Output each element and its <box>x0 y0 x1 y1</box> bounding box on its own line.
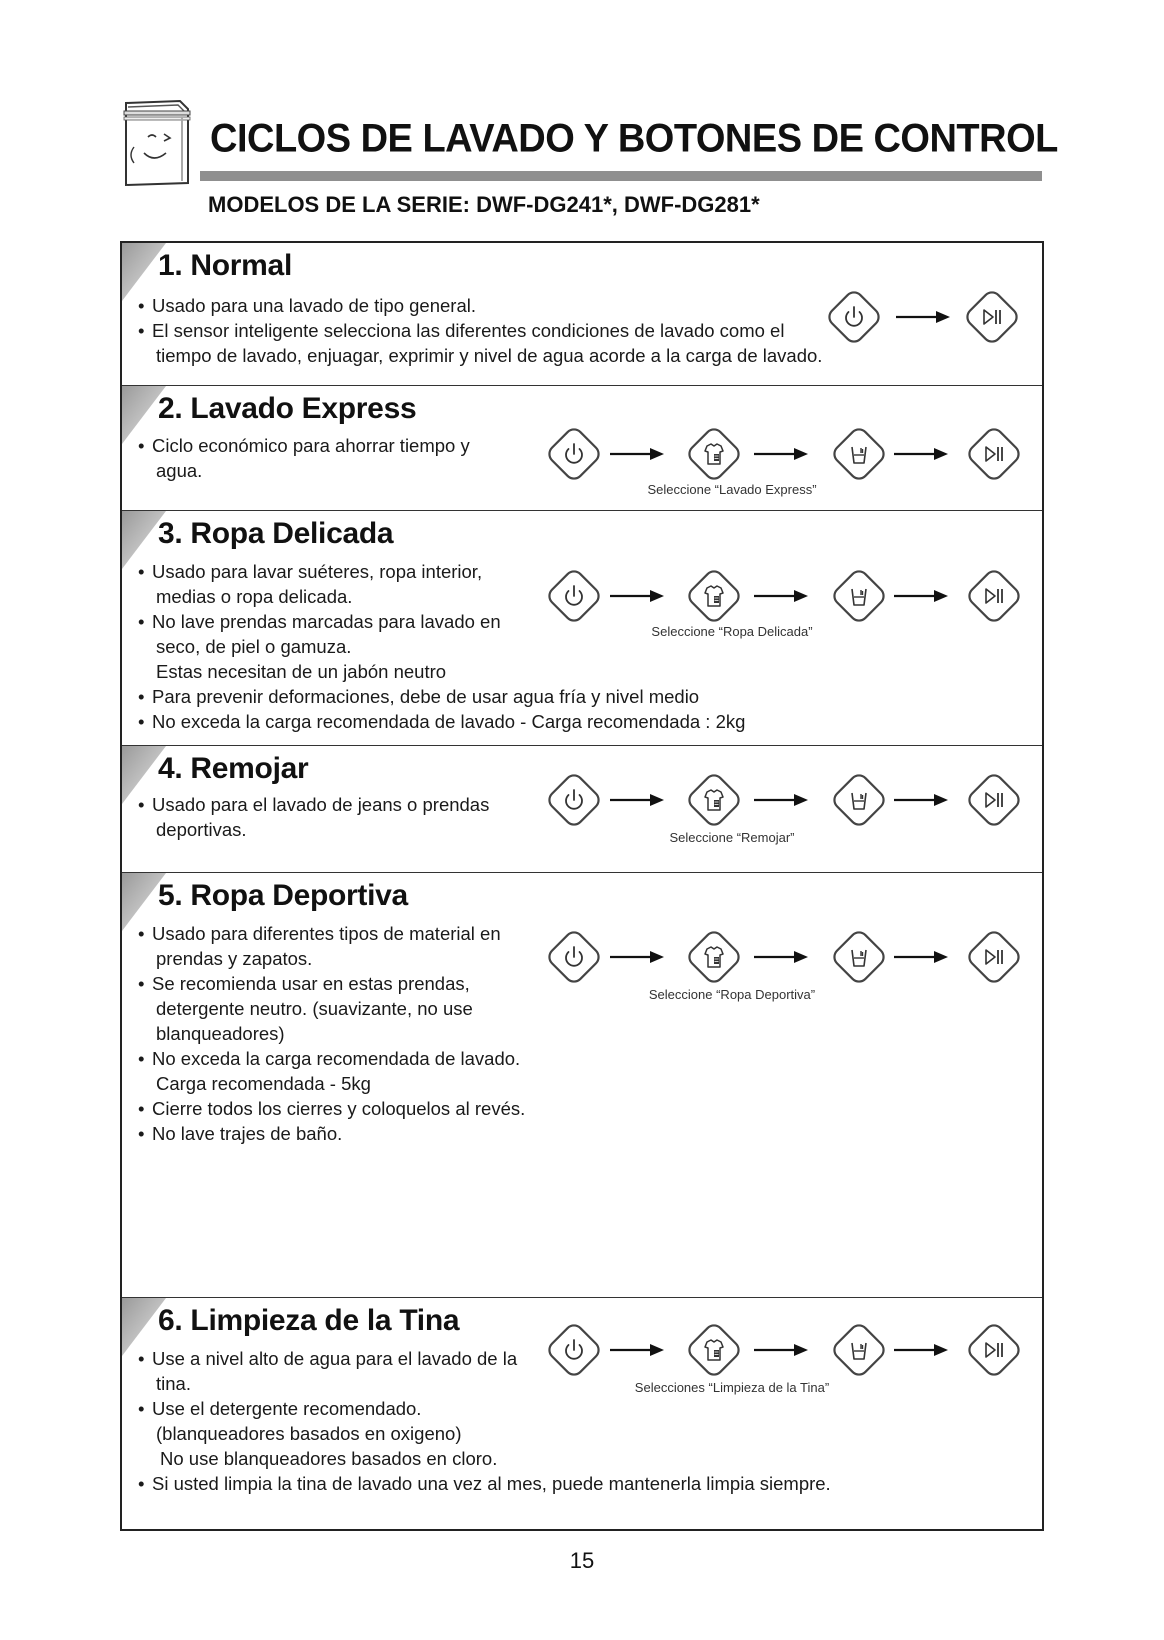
text-line: • Usado para diferentes tipos de material en <box>138 921 525 946</box>
section-number: 5. <box>158 879 183 912</box>
section-title-text: Ropa Deportiva <box>190 879 408 912</box>
section-remojar <box>122 746 1042 873</box>
arrow-icon <box>610 590 664 602</box>
selection-caption: Seleccione “Lavado Express” <box>647 482 817 497</box>
wash-cycles-panel <box>120 241 1044 1531</box>
arrow-icon <box>894 448 948 460</box>
models-subtitle: MODELOS DE LA SERIE: DWF-DG241*, DWF-DG281* <box>208 192 760 217</box>
text-line: • No exceda la carga recomendada de lavado. <box>138 1046 525 1071</box>
section-title <box>158 1304 459 1338</box>
start-pause-icon <box>960 285 1024 349</box>
text-line: • Usado para lavar suéteres, ropa interior, <box>138 559 745 584</box>
section-number: 3. <box>158 517 183 550</box>
text-line: • Usado para una lavado de tipo general. <box>138 293 822 318</box>
power-icon <box>542 925 606 989</box>
shirt-course-icon <box>682 564 746 628</box>
section-title-text: Lavado Express <box>190 392 417 425</box>
power-icon <box>542 564 606 628</box>
section-ropa-delicada <box>122 511 1042 746</box>
text-line: • No exceda la carga recomendada de lavado - Carga recomendada : 2kg <box>138 709 745 734</box>
button-sequence <box>542 768 1032 832</box>
text-line: • Si usted limpia la tina de lavado una vez al mes, puede mantenerla limpia siempre. <box>138 1471 831 1496</box>
text-line: Estas necesitan de un jabón neutro <box>156 661 447 682</box>
arrow-icon <box>754 794 808 806</box>
arrow-icon <box>610 1344 664 1356</box>
section-title-text: Normal <box>190 249 292 282</box>
text-line: agua. <box>156 460 203 481</box>
arrow-icon <box>610 448 664 460</box>
text-line: prendas y zapatos. <box>156 948 313 969</box>
text-line: tiempo de lavado, enjuagar, exprimir y nivel de agua acorde a la carga de lavado. <box>156 345 823 366</box>
water-level-icon <box>827 564 891 628</box>
arrow-icon <box>754 1344 808 1356</box>
section-normal <box>122 243 1042 386</box>
button-sequence <box>542 564 1032 628</box>
arrow-icon <box>894 794 948 806</box>
power-icon <box>542 1318 606 1382</box>
section-number: 1. <box>158 249 183 282</box>
power-icon <box>542 768 606 832</box>
text-line: • No lave prendas marcadas para lavado en <box>138 609 745 634</box>
water-level-icon <box>827 925 891 989</box>
button-sequence <box>822 285 1042 349</box>
page-title: CICLOS DE LAVADO Y BOTONES DE CONTROL <box>210 116 1058 162</box>
text-line: detergente neutro. (suavizante, no use <box>156 998 473 1019</box>
text-line: • Use el detergente recomendado. <box>138 1396 831 1421</box>
text-line: • El sensor inteligente selecciona las diferentes condiciones de lavado como el <box>138 318 822 343</box>
selection-caption: Selecciones “Limpieza de la Tina” <box>634 1380 830 1395</box>
arrow-icon <box>894 590 948 602</box>
shirt-course-icon <box>682 1318 746 1382</box>
shirt-course-icon <box>682 422 746 486</box>
water-level-icon <box>827 1318 891 1382</box>
arrow-icon <box>754 448 808 460</box>
text-line: (blanqueadores basados en oxigeno) <box>156 1423 462 1444</box>
arrow-icon <box>754 590 808 602</box>
page-number: 15 <box>569 1548 595 1573</box>
start-pause-icon <box>962 925 1026 989</box>
text-line: seco, de piel o gamuza. <box>156 636 352 657</box>
text-line: deportivas. <box>156 819 247 840</box>
section-title-text: Ropa Delicada <box>190 517 394 550</box>
text-line: Carga recomendada - 5kg <box>156 1073 371 1094</box>
arrow-icon <box>754 951 808 963</box>
text-line: No use blanqueadores basados en cloro. <box>160 1448 498 1469</box>
power-icon <box>542 422 606 486</box>
text-line: • Cierre todos los cierres y coloquelos al revés. <box>138 1096 525 1121</box>
shirt-course-icon <box>682 768 746 832</box>
selection-caption: Seleccione “Ropa Delicada” <box>651 624 813 639</box>
section-title <box>158 879 408 913</box>
text-line: • Usado para el lavado de jeans o prendas <box>138 792 489 817</box>
power-icon <box>822 285 886 349</box>
text-line: • Para prevenir deformaciones, debe de usar agua fría y nivel medio <box>138 684 745 709</box>
button-sequence <box>542 422 1032 486</box>
section-title-text: Limpieza de la Tina <box>190 1304 460 1337</box>
section-number: 4. <box>158 752 183 785</box>
section-text <box>138 921 525 1146</box>
arrow-icon <box>610 794 664 806</box>
section-title <box>158 392 416 426</box>
start-pause-icon <box>962 768 1026 832</box>
arrow-icon <box>894 951 948 963</box>
section-text <box>138 293 822 368</box>
arrow-icon <box>610 951 664 963</box>
text-line: • Ciclo económico para ahorrar tiempo y <box>138 433 470 458</box>
button-sequence <box>542 1318 1032 1382</box>
section-limpieza-tina <box>122 1298 1042 1530</box>
section-title-text: Remojar <box>190 752 309 785</box>
section-ropa-deportiva <box>122 873 1042 1298</box>
text-line: • Use a nivel alto de agua para el lavado de la <box>138 1346 831 1371</box>
section-title <box>158 752 308 786</box>
start-pause-icon <box>962 1318 1026 1382</box>
title-divider <box>200 171 1042 181</box>
text-line: tina. <box>156 1373 191 1394</box>
section-title <box>158 249 292 283</box>
water-level-icon <box>827 768 891 832</box>
text-line: blanqueadores) <box>156 1023 285 1044</box>
text-line: • Se recomienda usar en estas prendas, <box>138 971 525 996</box>
text-line: • No lave trajes de baño. <box>138 1121 525 1146</box>
section-title <box>158 517 393 551</box>
arrow-icon <box>896 311 950 323</box>
washing-machine-mascot-icon <box>118 97 196 189</box>
section-text <box>138 433 470 483</box>
section-number: 2. <box>158 392 183 425</box>
shirt-course-icon <box>682 925 746 989</box>
selection-caption: Seleccione “Ropa Deportiva” <box>648 987 816 1002</box>
section-text <box>138 792 489 842</box>
section-lavado-express <box>122 386 1042 511</box>
arrow-icon <box>894 1344 948 1356</box>
section-number: 6. <box>158 1304 183 1337</box>
button-sequence <box>542 925 1032 989</box>
selection-caption: Seleccione “Remojar” <box>669 830 795 845</box>
start-pause-icon <box>962 422 1026 486</box>
start-pause-icon <box>962 564 1026 628</box>
text-line: medias o ropa delicada. <box>156 586 353 607</box>
water-level-icon <box>827 422 891 486</box>
